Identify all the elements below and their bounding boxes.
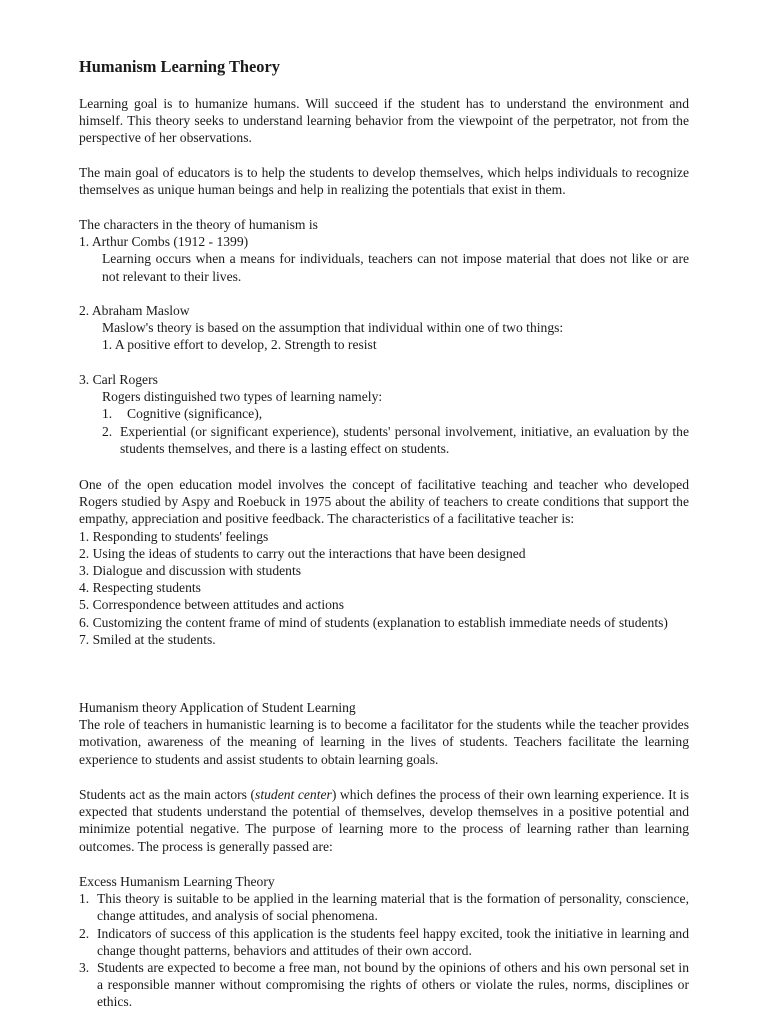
excess-item-number: 3.: [79, 960, 90, 976]
facilitative-intro: One of the open education model involves the concept of facilitative teaching and teacher who developed Rogers studied by Aspy and Roebuck in 1975 about the ability of teachers to create conditions that support the empathy, appreciation and positive feedback. The characteristics of a facilitative teacher is:: [79, 477, 689, 527]
list-item: [79, 890, 689, 924]
application-body: The role of teachers in humanistic learning is to become a facilitator for the students while the teacher provides motivation, awareness of the meaning of learning in the lives of students. Teachers facilitate the learning experience to students and assist students to obtain learning goals.: [79, 717, 689, 767]
characters-section: [79, 216, 689, 285]
application-section: [79, 699, 689, 768]
rogers-name: 3. Carl Rogers: [79, 372, 158, 387]
maslow-section: [79, 302, 689, 354]
maslow-items: 1. A positive effort to develop, 2. Strength to resist: [102, 337, 377, 353]
goal-paragraph: The main goal of educators is to help the students to develop themselves, which helps individuals to recognize themselves as unique human beings and help in realizing the potentials that exist in them.: [79, 165, 689, 198]
rogers-list-item: [102, 405, 689, 422]
excess-item-number: 2.: [79, 925, 90, 941]
excess-item-text: This theory is suitable to be applied in the learning material that is the formation of personality, conscience, change attitudes, and analysis of social phenomena.: [97, 891, 689, 924]
combs-description: Learning occurs when a means for individuals, teachers can not impose material that does not like or are not relevant to their lives.: [102, 251, 689, 284]
page-title: Humanism Learning Theory: [79, 57, 280, 76]
combs-name: 1. Arthur Combs (1912 - 1399): [79, 234, 249, 250]
actors-text-before: Students act as the main actors (: [79, 787, 256, 802]
characters-heading: The characters in the theory of humanism is: [79, 217, 318, 232]
rogers-section: [79, 371, 689, 457]
facilitative-section: [79, 476, 689, 648]
rogers-item-number: 1.: [102, 406, 113, 422]
list-item: 7. Smiled at the students.: [79, 631, 216, 647]
rogers-item-number: 2.: [102, 423, 113, 439]
actors-paragraph: [79, 786, 689, 855]
list-item: 5. Correspondence between attitudes and actions: [79, 597, 344, 613]
excess-item-text: Indicators of success of this application is the students feel happy excited, took the initiative in learning and change thought patterns, behaviors and attitudes of their own accord.: [97, 925, 689, 958]
list-item: 2. Using the ideas of students to carry out the interactions that have been designed: [79, 545, 526, 561]
list-item: [79, 925, 689, 959]
maslow-name: 2. Abraham Maslow: [79, 303, 190, 318]
excess-heading: Excess Humanism Learning Theory: [79, 874, 275, 889]
list-item: 6. Customizing the content frame of mind of students (explanation to establish immediate needs of students): [79, 614, 668, 630]
application-heading: Humanism theory Application of Student Learning: [79, 700, 356, 715]
actors-text-after: ) which defines the process of their own learning experience. It is expected that students understand the potential of themselves, develop themselves in a positive potential and minimize potential negative. The purpose of learning more to the process of learning rather than learning outcomes. The process is generally passed are:: [79, 787, 689, 854]
maslow-description: Maslow's theory is based on the assumption that individual within one of two things:: [102, 320, 564, 336]
list-item: [79, 959, 689, 1011]
rogers-list: [79, 405, 689, 457]
rogers-list-item: [102, 423, 689, 457]
facilitative-list: [79, 528, 689, 648]
student-center-emphasis: student center: [255, 787, 332, 802]
rogers-description: Rogers distinguished two types of learning namely:: [102, 389, 383, 405]
intro-paragraph: Learning goal is to humanize humans. Will succeed if the student has to understand the environment and himself. This theory seeks to understand learning behavior from the viewpoint of the perpetrator, not from the perspective of her observations.: [79, 96, 689, 146]
excess-item-text: Students are expected to become a free man, not bound by the opinions of others and his own personal set in a responsible manner without compromising the rights of others or violate the rules, norms, disciplines or ethics.: [97, 960, 689, 1010]
excess-item-number: 1.: [79, 891, 90, 907]
list-item: 1. Responding to students' feelings: [79, 528, 269, 544]
list-item: 4. Respecting students: [79, 580, 201, 596]
excess-section: [79, 873, 689, 1011]
rogers-item-text: Experiential (or significant experience), students' personal involvement, initiative, an evaluation by the students themselves, and there is a lasting effect on students.: [120, 423, 689, 456]
rogers-item-text: Cognitive (significance),: [127, 406, 263, 422]
list-item: 3. Dialogue and discussion with students: [79, 563, 302, 579]
